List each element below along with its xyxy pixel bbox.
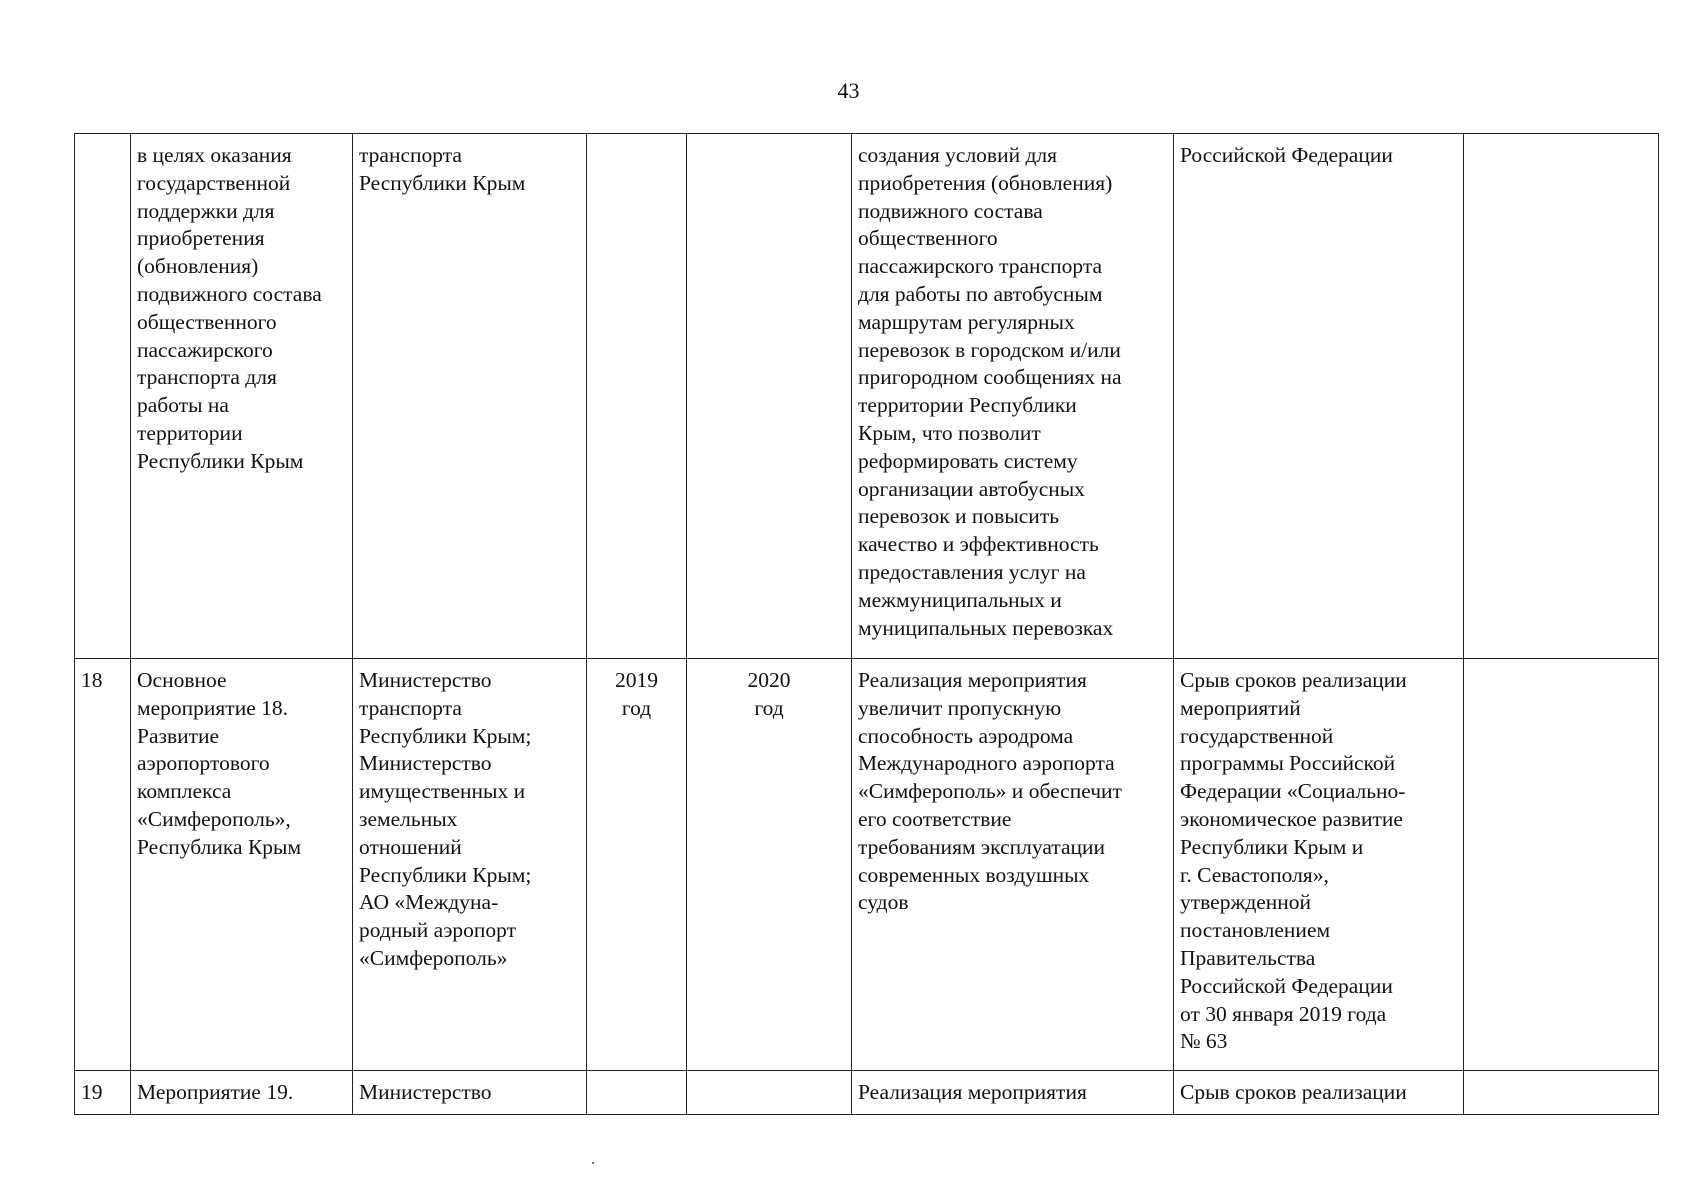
link-cell — [1464, 134, 1659, 659]
start-date-cell — [587, 134, 687, 659]
event-name-cell: Мероприятие 19. — [131, 1071, 353, 1115]
end-date-cell — [687, 1071, 852, 1115]
event-name-cell: в целях оказания государственной поддержки для приобретения (обновления) подвижного состава общественного пассажирского транспорта для работы на территории Республики Крым — [131, 134, 353, 659]
end-date-cell: 2020 год — [687, 659, 852, 1071]
program-events-table — [74, 133, 1659, 1115]
table-row — [75, 1071, 1659, 1115]
expected-result-cell: Реализация мероприятия увеличит пропускную способность аэродрома Международного аэропорта «Симферополь» и обеспечит его соответствие требованиям эксплуатации современных воздушных судов — [852, 659, 1174, 1071]
page-number: 43 — [837, 78, 860, 103]
start-date-cell — [587, 1071, 687, 1115]
executor-cell: Министерство — [353, 1071, 587, 1115]
scan-speck — [592, 1162, 594, 1164]
link-cell — [1464, 1071, 1659, 1115]
start-date-cell: 2019 год — [587, 659, 687, 1071]
table-row — [75, 659, 1659, 1071]
consequence-cell: Срыв сроков реализации — [1174, 1071, 1464, 1115]
consequence-cell: Российской Федерации — [1174, 134, 1464, 659]
row-number-cell — [75, 134, 131, 659]
executor-cell: Министерство транспорта Республики Крым; Министерство имущественных и земельных отношений Республики Крым; АО «Междуна- родный аэропорт «Симферополь» — [353, 659, 587, 1071]
row-number-cell: 19 — [75, 1071, 131, 1115]
expected-result-cell: Реализация мероприятия — [852, 1071, 1174, 1115]
row-number-cell: 18 — [75, 659, 131, 1071]
event-name-cell: Основное мероприятие 18. Развитие аэропортового комплекса «Симферополь», Республика Крым — [131, 659, 353, 1071]
link-cell — [1464, 659, 1659, 1071]
executor-cell: транспорта Республики Крым — [353, 134, 587, 659]
table-row — [75, 134, 1659, 659]
expected-result-cell: создания условий для приобретения (обновления) подвижного состава общественного пассажирского транспорта для работы по автобусным маршрутам регулярных перевозок в городском и/или пригородном сообщениях на территории Республики Крым, что позволит реформировать систему организации автобусных перевозок и повысить качество и эффективность предоставления услуг на межмуниципальных и муниципальных перевозках — [852, 134, 1174, 659]
end-date-cell — [687, 134, 852, 659]
consequence-cell: Срыв сроков реализации мероприятий государственной программы Российской Федерации «Социально- экономическое развитие Республики Крым и г. Севастополя», утвержденной постановлением Правительства Российской Федерации от 30 января 2019 года № 63 — [1174, 659, 1464, 1071]
